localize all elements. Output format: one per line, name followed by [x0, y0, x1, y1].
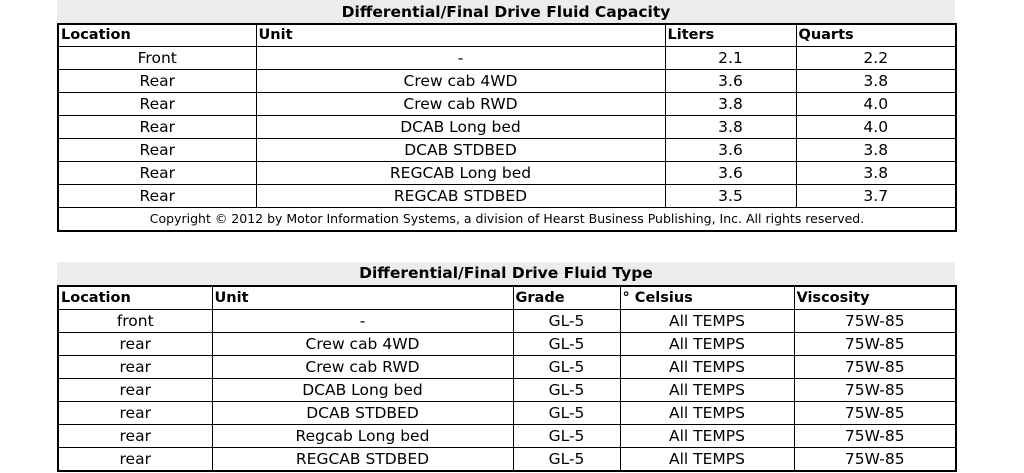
table-cell: 3.8 [796, 70, 956, 93]
column-header: Location [58, 286, 212, 310]
table-cell: rear [58, 379, 212, 402]
table-cell: 3.6 [665, 162, 796, 185]
table-cell: 75W-85 [794, 310, 956, 333]
table-cell: - [212, 310, 513, 333]
table-cell: rear [58, 448, 212, 472]
table-row [58, 47, 956, 70]
table-cell: 3.8 [796, 139, 956, 162]
table-cell: Rear [58, 116, 256, 139]
table-row [58, 310, 956, 333]
table-cell: GL-5 [513, 356, 620, 379]
table-cell: rear [58, 425, 212, 448]
table-cell: Front [58, 47, 256, 70]
table-cell: 2.2 [796, 47, 956, 70]
table-row [58, 162, 956, 185]
table-cell: 75W-85 [794, 402, 956, 425]
table-cell: 75W-85 [794, 379, 956, 402]
table-cell: Rear [58, 185, 256, 208]
capacity-header-row [58, 24, 956, 47]
table-cell: 3.8 [796, 162, 956, 185]
column-header: Location [58, 24, 256, 47]
table-cell: Rear [58, 139, 256, 162]
column-header: Grade [513, 286, 620, 310]
table-cell: REGCAB STDBED [256, 185, 665, 208]
table-cell: DCAB Long bed [212, 379, 513, 402]
table-row [58, 93, 956, 116]
column-header: Viscosity [794, 286, 956, 310]
table-cell: GL-5 [513, 379, 620, 402]
table-cell: front [58, 310, 212, 333]
copyright-notice: Copyright © 2012 by Motor Information Systems, a division of Hearst Business Publishing, Inc. All rights reserved. [58, 208, 956, 232]
table-cell: 3.7 [796, 185, 956, 208]
table-cell: 75W-85 [794, 356, 956, 379]
table-cell: DCAB Long bed [256, 116, 665, 139]
table-cell: GL-5 [513, 425, 620, 448]
column-header: Unit [256, 24, 665, 47]
table-cell: 3.5 [665, 185, 796, 208]
table-cell: All TEMPS [620, 402, 794, 425]
table-cell: 4.0 [796, 116, 956, 139]
table-cell: 75W-85 [794, 425, 956, 448]
table-cell: DCAB STDBED [256, 139, 665, 162]
table-cell: rear [58, 402, 212, 425]
table-cell: 4.0 [796, 93, 956, 116]
table-row [58, 333, 956, 356]
table-cell: Rear [58, 162, 256, 185]
table-cell: All TEMPS [620, 379, 794, 402]
table-row [58, 70, 956, 93]
table-cell: rear [58, 333, 212, 356]
table-row [58, 185, 956, 208]
capacity-section [57, 0, 955, 232]
table-row [58, 379, 956, 402]
table-cell: GL-5 [513, 402, 620, 425]
type-header-row [58, 286, 956, 310]
type-table-title: Differential/Final Drive Fluid Type [57, 262, 955, 285]
table-cell: 3.6 [665, 70, 796, 93]
table-cell: 75W-85 [794, 333, 956, 356]
table-cell: Crew cab 4WD [212, 333, 513, 356]
table-cell: All TEMPS [620, 425, 794, 448]
table-row [58, 139, 956, 162]
table-cell: 3.8 [665, 116, 796, 139]
table-cell: GL-5 [513, 333, 620, 356]
table-cell: All TEMPS [620, 356, 794, 379]
capacity-table [57, 23, 957, 232]
table-row [58, 448, 956, 472]
table-cell: All TEMPS [620, 310, 794, 333]
table-cell: REGCAB Long bed [256, 162, 665, 185]
column-header: Quarts [796, 24, 956, 47]
table-cell: Crew cab RWD [212, 356, 513, 379]
column-header: Unit [212, 286, 513, 310]
table-cell: Crew cab RWD [256, 93, 665, 116]
table-cell: Rear [58, 93, 256, 116]
type-table [57, 285, 957, 472]
table-row [58, 402, 956, 425]
table-cell: All TEMPS [620, 448, 794, 472]
capacity-footer-row [58, 208, 956, 232]
table-row [58, 116, 956, 139]
column-header: Liters [665, 24, 796, 47]
capacity-table-title: Differential/Final Drive Fluid Capacity [57, 0, 955, 23]
table-cell: 2.1 [665, 47, 796, 70]
table-cell: REGCAB STDBED [212, 448, 513, 472]
table-cell: rear [58, 356, 212, 379]
table-row [58, 356, 956, 379]
table-cell: All TEMPS [620, 333, 794, 356]
column-header: ° Celsius [620, 286, 794, 310]
table-cell: Rear [58, 70, 256, 93]
table-cell: DCAB STDBED [212, 402, 513, 425]
table-cell: 3.6 [665, 139, 796, 162]
table-cell: Regcab Long bed [212, 425, 513, 448]
table-cell: GL-5 [513, 310, 620, 333]
type-section [57, 262, 955, 472]
table-cell: Crew cab 4WD [256, 70, 665, 93]
table-cell: GL-5 [513, 448, 620, 472]
table-row [58, 425, 956, 448]
table-cell: 3.8 [665, 93, 796, 116]
table-cell: 75W-85 [794, 448, 956, 472]
table-cell: - [256, 47, 665, 70]
